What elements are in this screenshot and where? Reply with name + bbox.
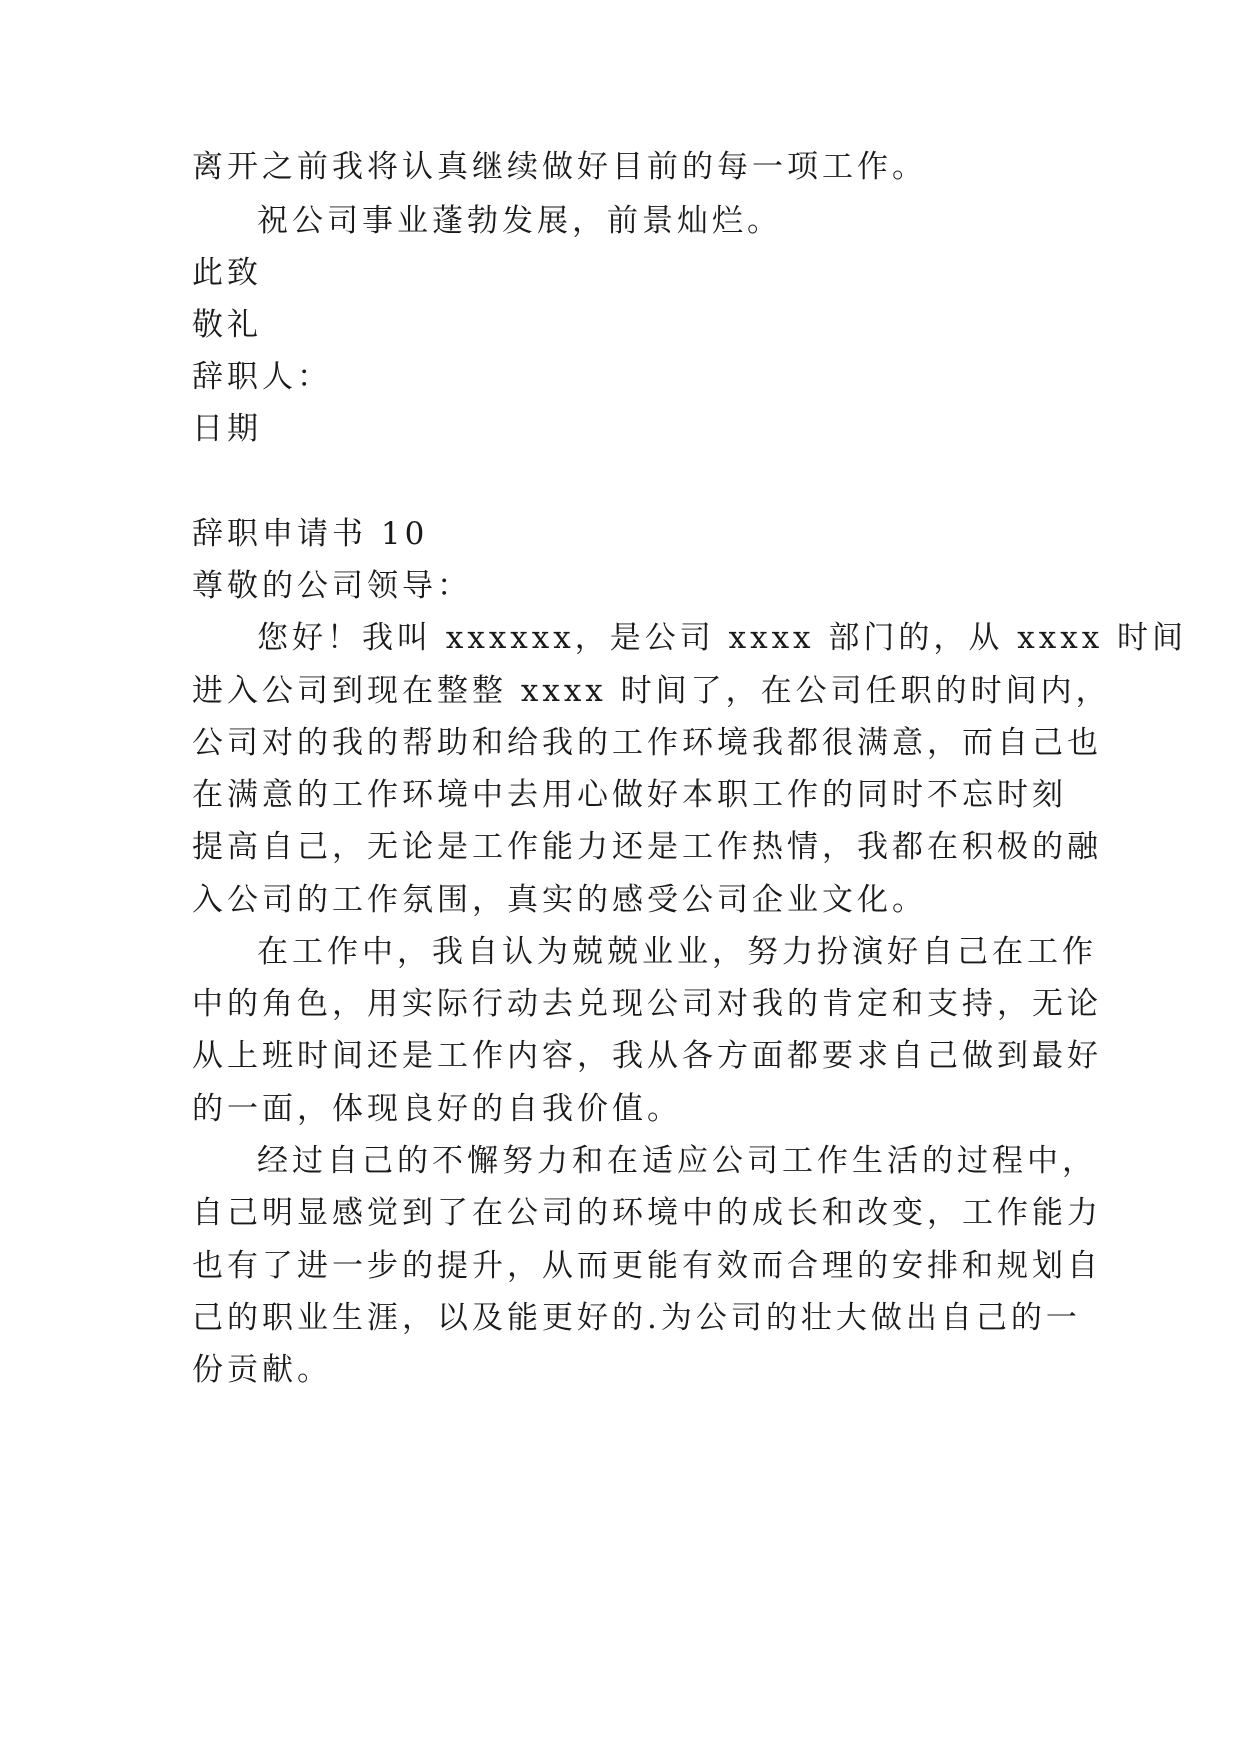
paragraph-3-line: 份贡献。 xyxy=(192,1352,332,1388)
paragraph-3-line: 也有了进一步的提升，从而更能有效而合理的安排和规划自 xyxy=(192,1248,1102,1284)
paragraph-3-line: 自己明显感觉到了在公司的环境中的成长和改变，工作能力 xyxy=(192,1195,1102,1231)
paragraph-3-line: 经过自己的不懈努力和在适应公司工作生活的过程中， xyxy=(257,1143,1097,1179)
paragraph-1-line: 进入公司到现在整整 xxxx 时间了，在公司任职的时间内， xyxy=(192,673,1111,709)
section-title: 辞职申请书 10 xyxy=(192,516,429,552)
paragraph-2-line: 中的角色，用实际行动去兑现公司对我的肯定和支持，无论 xyxy=(192,986,1102,1022)
paragraph-3-line: 己的职业生涯，以及能更好的.为公司的壮大做出自己的一 xyxy=(192,1300,1081,1336)
closing-salutation-2: 敬礼 xyxy=(192,307,262,343)
date-label: 日期 xyxy=(192,411,262,447)
paragraph-2-line: 在工作中，我自认为兢兢业业，努力扮演好自己在工作 xyxy=(257,934,1097,970)
paragraph-1-line: 公司对的我的帮助和给我的工作环境我都很满意，而自己也 xyxy=(192,725,1102,761)
continued-line: 离开之前我将认真继续做好目前的每一项工作。 xyxy=(192,149,927,185)
closing-salutation-1: 此致 xyxy=(192,255,262,291)
signer-label: 辞职人： xyxy=(192,359,332,395)
wish-line: 祝公司事业蓬勃发展，前景灿烂。 xyxy=(257,203,782,239)
paragraph-1-line: 您好！我叫 xxxxxx，是公司 xxxx 部门的，从 xxxx 时间 xyxy=(257,620,1188,656)
paragraph-1-line: 提高自己，无论是工作能力还是工作热情，我都在积极的融 xyxy=(192,829,1102,865)
paragraph-2-line: 的一面，体现良好的自我价值。 xyxy=(192,1091,682,1127)
paragraph-2-line: 从上班时间还是工作内容，我从各方面都要求自己做到最好 xyxy=(192,1038,1102,1074)
paragraph-1-line: 在满意的工作环境中去用心做好本职工作的同时不忘时刻 xyxy=(192,777,1067,813)
paragraph-1-line: 入公司的工作氛围，真实的感受公司企业文化。 xyxy=(192,882,927,918)
greeting: 尊敬的公司领导： xyxy=(192,568,472,604)
